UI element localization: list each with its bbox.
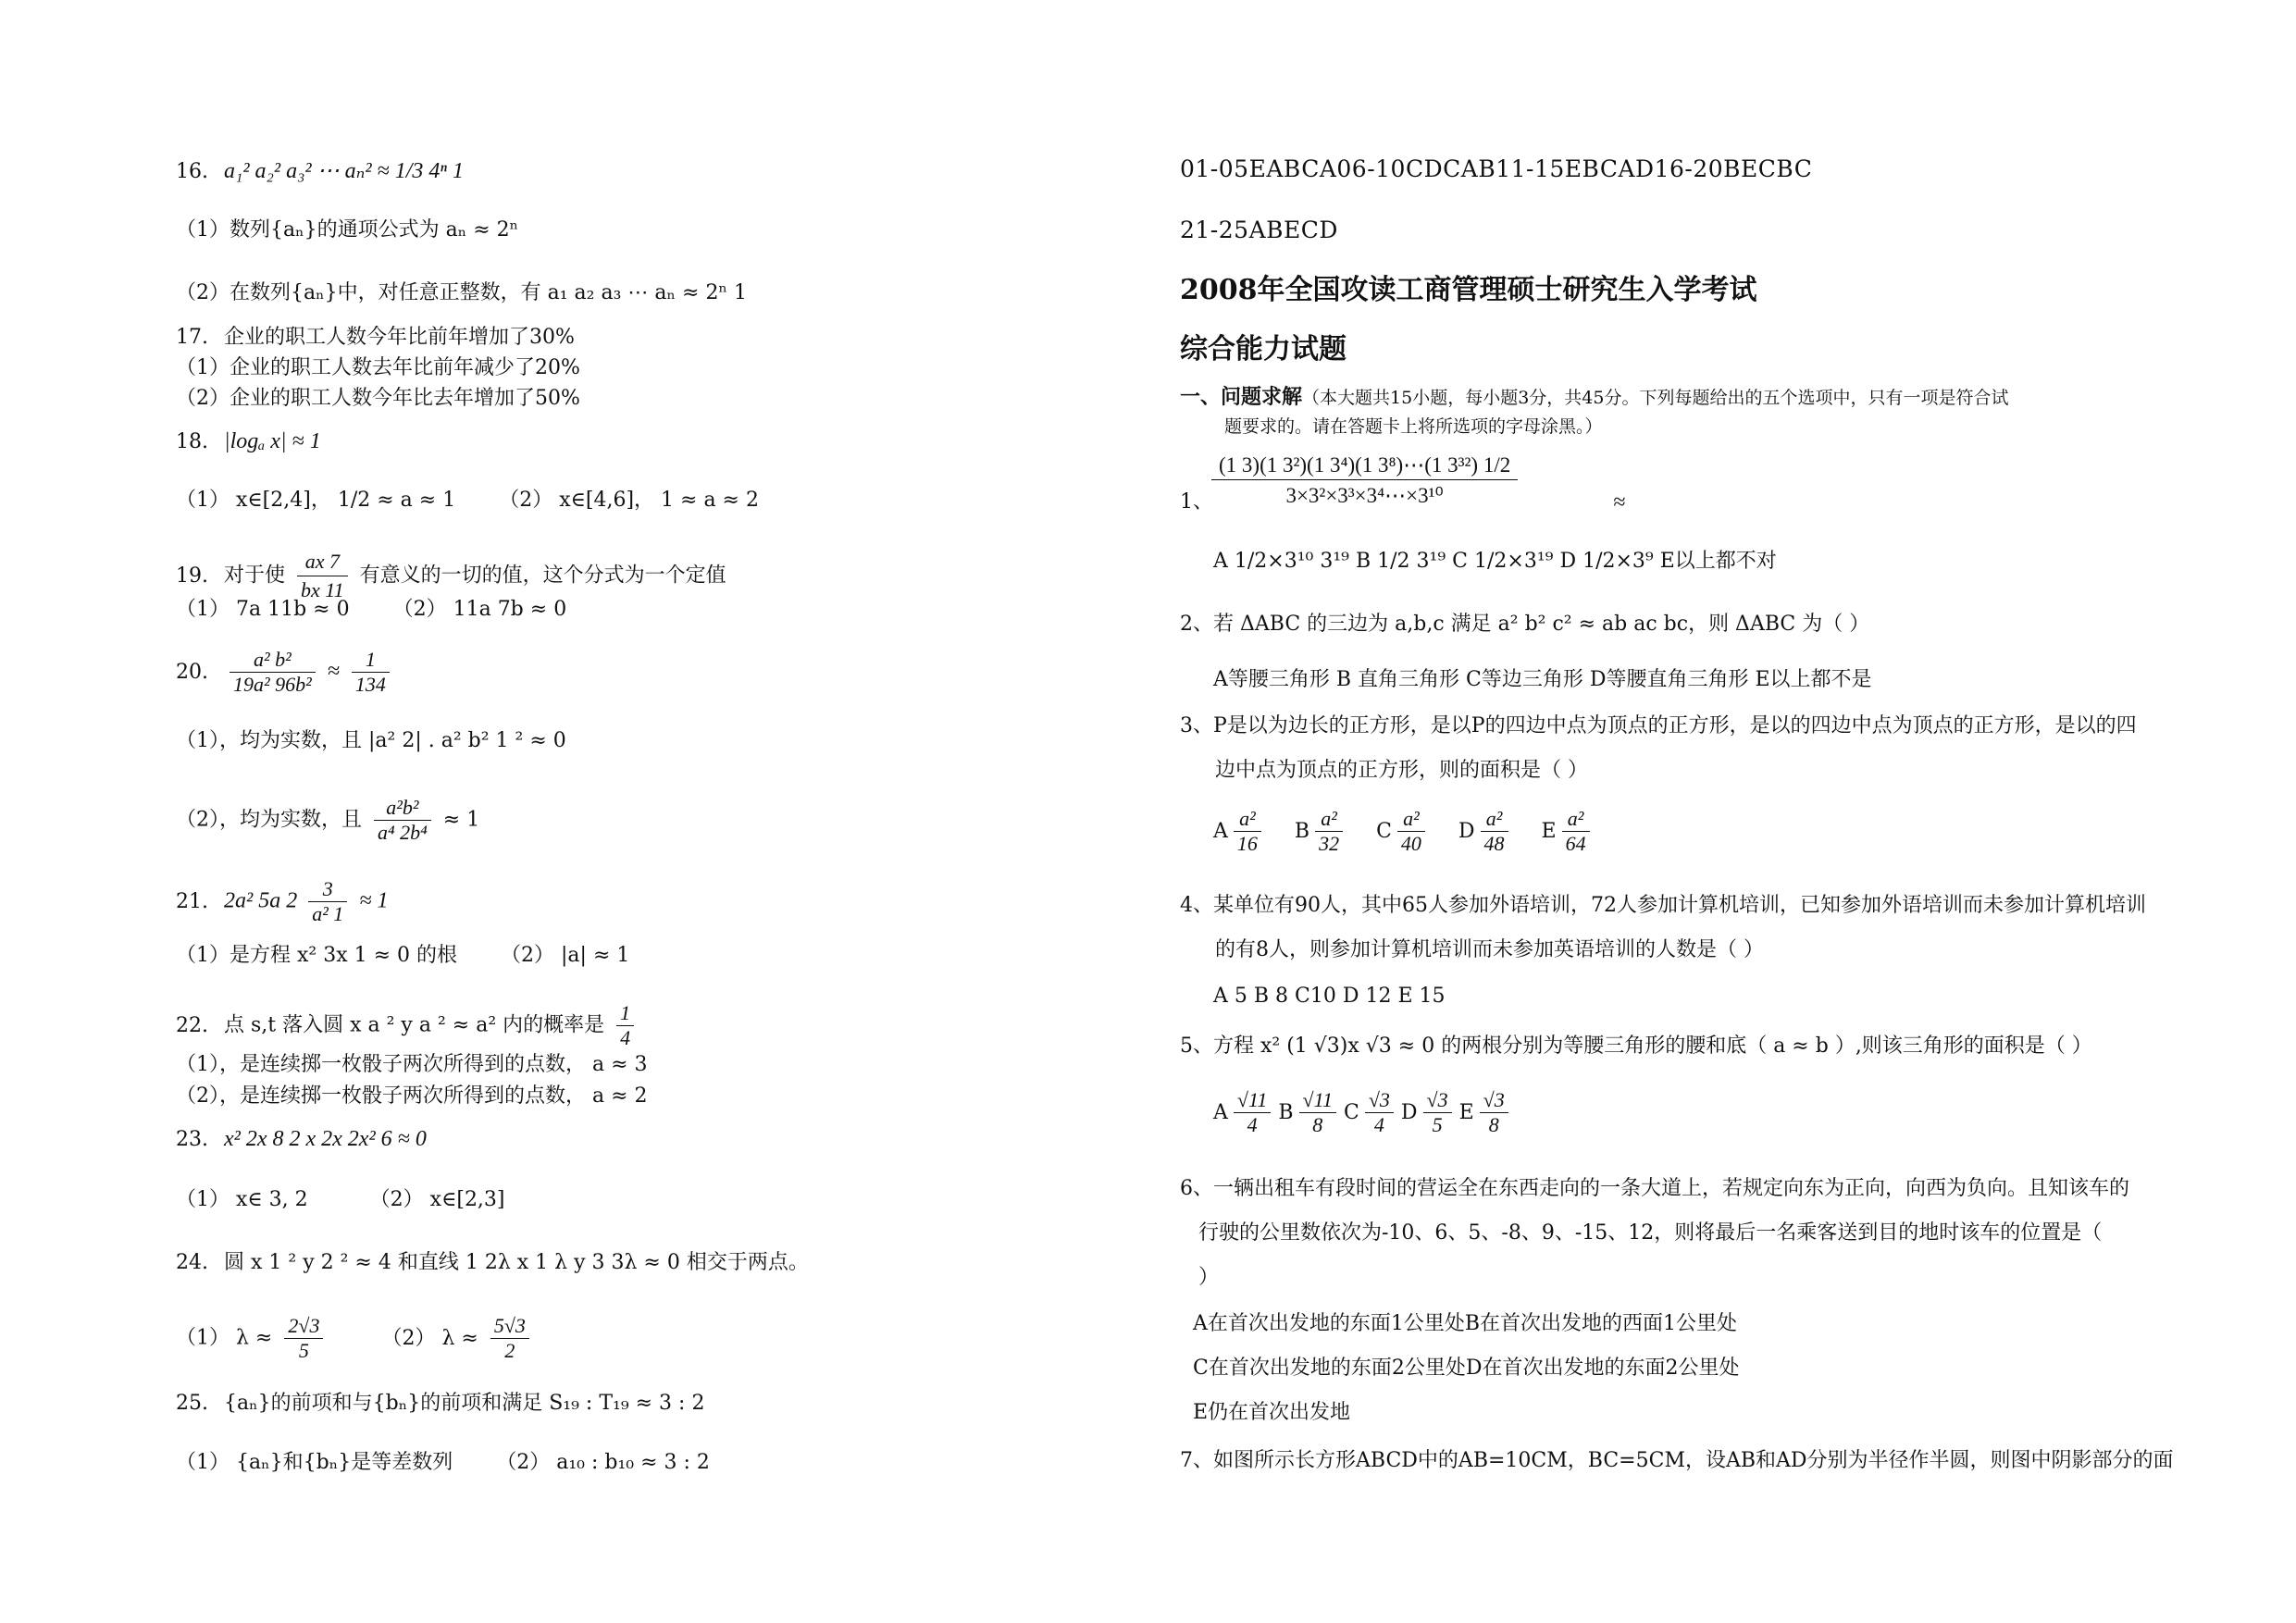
denominator: 134 <box>354 673 386 696</box>
question-number: 20. <box>176 660 208 684</box>
numerator: ax 7 <box>297 548 348 576</box>
q16-condition-2: （2）在数列{aₙ}中，对任意正整数，有 a₁ a₂ a₃ ⋯ aₙ ≈ 2ⁿ 1 <box>176 281 747 304</box>
option-letter: B <box>1278 1100 1294 1124</box>
option-fraction <box>1423 1088 1452 1137</box>
denominator: 40 <box>1400 832 1421 855</box>
q20-condition-2 <box>176 796 479 845</box>
section-note: （本大题共15小题，每小题3分，共45分。下列每题给出的五个选项中，只有一项是符合试 <box>1302 388 2009 408</box>
numerator: √11 <box>1234 1088 1271 1113</box>
option-fraction <box>1315 807 1343 856</box>
q24-conditions <box>176 1314 535 1363</box>
fraction <box>616 1001 634 1050</box>
answer-key-line-1: 01-05EABCA06-10CDCAB11-15EBCAD16-20BECBC <box>1180 155 1813 182</box>
q17-condition-2: （2）企业的职工人数今年比去年增加了50% <box>176 387 580 410</box>
q6-option-e: E仍在首次出发地 <box>1193 1401 1351 1424</box>
denominator: 4 <box>1247 1113 1258 1136</box>
q16-condition-1: （1）数列{aₙ}的通项公式为 aₙ ≈ 2ⁿ <box>176 218 519 242</box>
option-E <box>1541 807 1595 855</box>
q6-options-ab: A在首次出发地的东面1公里处B在首次出发地的西面1公里处 <box>1193 1312 1738 1335</box>
condition-1: （1） x∈ 3, 2 <box>176 1188 308 1211</box>
condition-suffix: ≈ 1 <box>442 808 480 832</box>
denominator: 19a² 96b² <box>233 673 312 696</box>
q6-stem-2: 行驶的公里数依次为-10、6、5、-8、9、-15、12，则将最后一名乘客送到目的地时该车的位置是（ <box>1198 1221 2103 1245</box>
fraction <box>284 1314 323 1363</box>
option-letter: A <box>1213 819 1228 843</box>
option-fraction <box>1234 1088 1271 1137</box>
condition-text: （2），均为实数，且 <box>176 808 362 832</box>
q17-condition-1: （1）企业的职工人数去年比前年减少了20% <box>176 356 580 379</box>
option-B <box>1294 807 1348 855</box>
denominator: 48 <box>1483 832 1505 855</box>
numerator: a² <box>1562 807 1590 832</box>
fraction <box>230 648 316 697</box>
question-stem: |logₐ x| ≈ 1 <box>224 429 321 453</box>
fraction <box>1211 453 1518 508</box>
q23-conditions <box>176 1188 505 1212</box>
denominator: 5 <box>1432 1113 1443 1136</box>
condition-2-text: （2） λ ≈ <box>381 1326 478 1350</box>
numerator: a² <box>1234 807 1261 832</box>
numerator: 3 <box>308 877 347 902</box>
numerator: √11 <box>1299 1088 1336 1113</box>
stem-prefix: 2a² 5a 2 <box>224 888 304 913</box>
numerator: 1 <box>616 1001 634 1026</box>
numerator: a² <box>1481 807 1508 832</box>
q6-stem-3: ） <box>1198 1266 1220 1289</box>
q18-conditions <box>176 489 759 513</box>
q3-options <box>1213 807 1623 856</box>
option-fraction <box>1480 1088 1508 1137</box>
fraction <box>308 877 347 926</box>
option-A <box>1213 807 1267 855</box>
option-letter: E <box>1458 1100 1474 1124</box>
condition-1: （1） x∈[2,4]， 1/2 ≈ a ≈ 1 <box>176 489 456 512</box>
denominator: 16 <box>1236 832 1258 855</box>
numerator: (1 3)(1 3²)(1 3⁴)(1 3⁸)⋯(1 3³²) 1/2 <box>1211 453 1518 480</box>
option-B <box>1278 1088 1342 1136</box>
denominator: 5 <box>298 1339 309 1362</box>
option-D <box>1400 1088 1458 1136</box>
q4-options: A 5 B 8 C10 D 12 E 15 <box>1213 985 1446 1008</box>
stem-suffix: 有意义的一切的值，这个分式为一个定值 <box>359 564 726 588</box>
q21-conditions <box>176 944 629 968</box>
question-stem: x² 2x 8 2 x 2x 2x² 6 ≈ 0 <box>224 1127 427 1151</box>
stem-text: 点 s,t 落入圆 x a ² y a ² ≈ a² 内的概率是 <box>224 1013 605 1037</box>
condition-1: （1） 7a 11b ≈ 0 <box>176 598 350 621</box>
section-header <box>1180 385 2008 410</box>
numerator: √3 <box>1365 1088 1394 1113</box>
option-C <box>1343 1088 1399 1136</box>
fraction <box>297 548 348 604</box>
numerator: 1 <box>352 648 390 673</box>
option-fraction <box>1234 807 1261 856</box>
q19-stem <box>176 548 726 604</box>
option-E <box>1458 1088 1514 1136</box>
numerator: √3 <box>1480 1088 1508 1113</box>
q25-stem <box>176 1392 704 1416</box>
question-number: 23. <box>176 1128 208 1151</box>
denominator: a⁴ 2b⁴ <box>378 821 428 844</box>
denominator: a² 1 <box>312 902 344 925</box>
q21-stem <box>176 877 388 926</box>
numerator: 5√3 <box>490 1314 529 1339</box>
q6-stem: 6、一辆出租车有段时间的营运全在东西走向的一条大道上，若规定向东为正向，向西为负向。且知该车的 <box>1180 1177 2130 1200</box>
option-fraction <box>1481 807 1508 856</box>
q22-condition-1: （1），是连续掷一枚骰子两次所得到的点数， a ≈ 3 <box>176 1053 648 1076</box>
q1-options: A 1/2×3¹⁰ 3¹⁹ B 1/2 3¹⁹ C 1/2×3¹⁹ D 1/2×3⁹ E以上都不对 <box>1213 550 1777 573</box>
denominator: 3×3²×3³×3⁴⋯×3¹⁰ <box>1285 484 1444 507</box>
numerator: 2√3 <box>284 1314 323 1339</box>
question-number: 16. <box>176 160 208 183</box>
denominator: 4 <box>620 1026 631 1049</box>
q3-stem-2: 边中点为顶点的正方形，则的面积是（ ） <box>1215 759 1588 782</box>
denominator: 8 <box>1312 1113 1323 1136</box>
condition-2: （2） |a| ≈ 1 <box>501 944 630 967</box>
question-stem: {aₙ}的前项和与{bₙ}的前项和满足 S₁₉ : T₁₉ ≈ 3 : 2 <box>224 1392 705 1415</box>
denominator: 32 <box>1319 832 1340 855</box>
condition-2: （2） x∈[4,6]， 1 ≈ a ≈ 2 <box>499 489 759 512</box>
option-letter: D <box>1458 819 1475 843</box>
fraction <box>490 1314 529 1363</box>
q25-conditions <box>176 1451 710 1475</box>
option-fraction <box>1299 1088 1336 1137</box>
q23-stem <box>176 1127 427 1152</box>
option-letter: C <box>1343 1100 1359 1124</box>
denominator: 4 <box>1373 1113 1384 1136</box>
question-number: 1、 <box>1180 490 1213 514</box>
approx-sign: ≈ <box>1613 490 1626 514</box>
q20-stem <box>176 648 395 697</box>
stem-suffix: ≈ 1 <box>359 888 389 913</box>
answer-key-line-2: 21-25ABECD <box>1180 217 1338 243</box>
option-letter: A <box>1213 1100 1228 1124</box>
q5-options <box>1213 1088 1516 1137</box>
numerator: a² b² <box>230 648 316 673</box>
approx-sign: ≈ <box>327 659 340 684</box>
option-letter: B <box>1294 819 1310 843</box>
question-number: 17. <box>176 326 208 349</box>
condition-1: （1） {aₙ}和{bₙ}是等差数列 <box>176 1451 453 1474</box>
question-number: 18. <box>176 430 208 453</box>
option-C <box>1376 807 1431 855</box>
numerator: a² <box>1315 807 1343 832</box>
q24-stem <box>176 1251 809 1275</box>
option-letter: C <box>1376 819 1392 843</box>
option-A <box>1213 1088 1276 1136</box>
condition-2: （2） 11a 7b ≈ 0 <box>392 598 567 621</box>
denominator: bx 11 <box>301 578 344 601</box>
fraction-rhs <box>352 648 390 697</box>
question-number: 19. <box>176 564 208 588</box>
section-label: 一、问题求解 <box>1180 385 1303 409</box>
numerator: a² <box>1397 807 1425 832</box>
option-fraction <box>1397 807 1425 856</box>
denominator: 2 <box>504 1339 515 1362</box>
question-number: 22. <box>176 1013 208 1037</box>
question-stem: a₁² a₂² a₃² ⋯ aₙ² ≈ 1/3 4ⁿ 1 <box>224 159 464 183</box>
condition-2: （2） a₁₀ : b₁₀ ≈ 3 : 2 <box>496 1451 710 1474</box>
q17-stem <box>176 326 575 350</box>
q22-stem <box>176 1001 639 1050</box>
question-stem: 圆 x 1 ² y 2 ² ≈ 4 和直线 1 2λ x 1 λ y 3 3λ ≈ 0 相交于两点。 <box>224 1251 809 1274</box>
numerator: √3 <box>1423 1088 1452 1113</box>
condition-1-text: （1） λ ≈ <box>176 1326 273 1350</box>
q2-stem: 2、若 ΔABC 的三边为 a,b,c 满足 a² b² c² ≈ ab ac bc，则 ΔABC 为（ ） <box>1180 613 1870 636</box>
denominator: 8 <box>1488 1113 1499 1136</box>
section-note-2: 题要求的。请在答题卡上将所选项的字母涂黑。） <box>1224 416 1603 437</box>
option-fraction <box>1365 1088 1394 1137</box>
exam-subtitle: 综合能力试题 <box>1180 333 1347 365</box>
question-stem: 企业的职工人数今年比前年增加了30% <box>224 326 575 349</box>
condition-1: （1）是方程 x² 3x 1 ≈ 0 的根 <box>176 944 458 967</box>
numerator: a²b² <box>374 796 431 821</box>
question-number: 21. <box>176 889 208 913</box>
q16-stem <box>176 159 464 184</box>
question-number: 25. <box>176 1392 208 1415</box>
exam-title: 2008年全国攻读工商管理硕士研究生入学考试 <box>1180 274 1757 306</box>
q5-stem: 5、方程 x² (1 √3)x √3 ≈ 0 的两根分别为等腰三角形的腰和底（ a ≈ b ）,则该三角形的面积是（ ） <box>1180 1035 2092 1058</box>
question-number: 24. <box>176 1251 208 1274</box>
stem-prefix: 对于使 <box>224 564 286 588</box>
q20-condition-1: （1），均为实数，且 |a² 2| . a² b² 1 ² ≈ 0 <box>176 729 566 752</box>
option-fraction <box>1562 807 1590 856</box>
q18-stem <box>176 429 321 454</box>
q4-stem: 4、某单位有90人，其中65人参加外语培训，72人参加计算机培训，已知参加外语培训而未参加计算机培训 <box>1180 894 2146 917</box>
option-letter: E <box>1541 819 1557 843</box>
denominator: 64 <box>1565 832 1586 855</box>
q7-stem: 7、如图所示长方形ABCD中的AB=10CM，BC=5CM，设AB和AD分别为半径作半圆，则图中阴影部分的面 <box>1180 1449 2174 1472</box>
q19-conditions <box>176 598 566 622</box>
fraction <box>374 796 431 845</box>
q4-stem-2: 的有8人，则参加计算机培训而未参加英语培训的人数是（ ） <box>1215 938 1764 961</box>
q6-options-cd: C在首次出发地的东面2公里处D在首次出发地的东面2公里处 <box>1193 1357 1740 1380</box>
option-letter: D <box>1400 1100 1418 1124</box>
option-D <box>1458 807 1514 855</box>
q2-options: A等腰三角形 B 直角三角形 C等边三角形 D等腰直角三角形 E以上都不是 <box>1213 668 1872 691</box>
q22-condition-2: （2），是连续掷一枚骰子两次所得到的点数， a ≈ 2 <box>176 1084 648 1108</box>
q3-stem: 3、P是以为边长的正方形，是以P的四边中点为顶点的正方形，是以的四边中点为顶点的正方形，是以的四 <box>1180 714 2137 737</box>
condition-2: （2） x∈[2,3] <box>369 1188 505 1211</box>
